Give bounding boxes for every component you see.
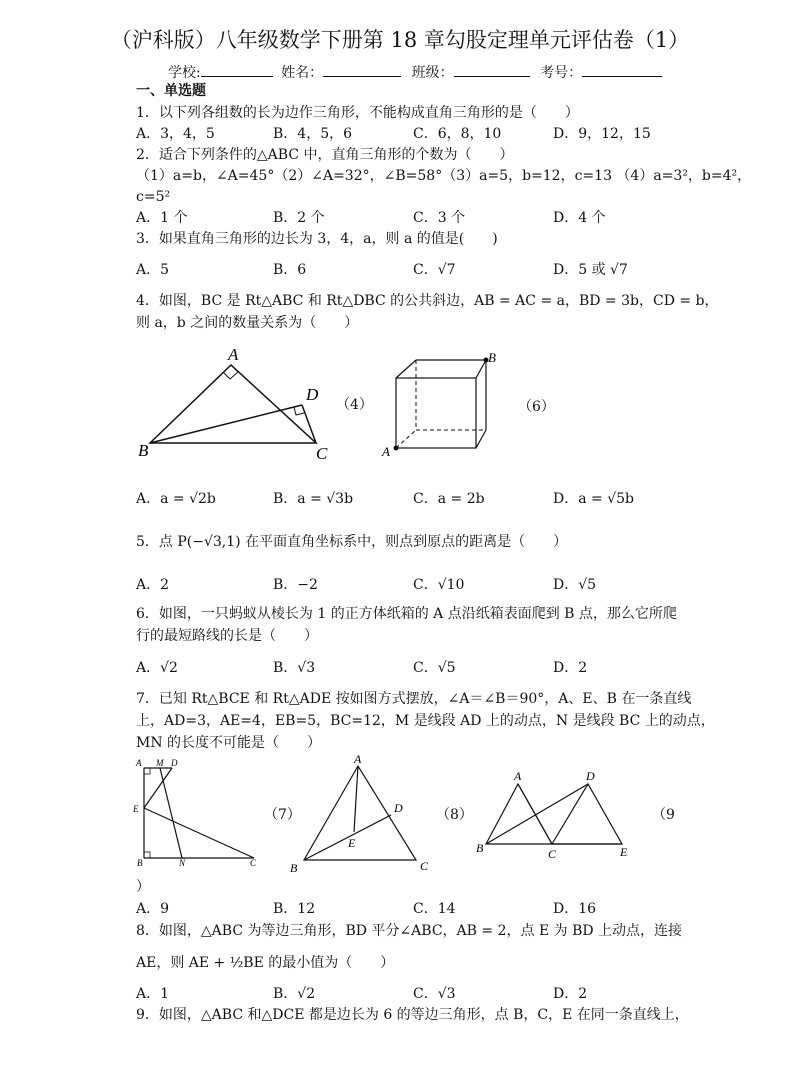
fig8-point-d: D <box>394 801 403 815</box>
q1-option-d[interactable]: D．9，12，15 <box>553 126 651 142</box>
q7-option-b[interactable]: B．12 <box>273 901 316 917</box>
q7-stem: 7．已知 Rt△BCE 和 Rt△ADE 按如图方式摆放，∠A＝∠B＝90°，A、E、B 在一条直线 <box>136 691 692 707</box>
fig7-point-n: N <box>179 858 186 868</box>
q7-option-c[interactable]: C．14 <box>413 901 456 917</box>
fig7-point-e: E <box>133 804 139 814</box>
class-label: 班级： <box>411 65 454 81</box>
q2-stem: 2．适合下列条件的△ABC 中，直角三角形的个数为（ ） <box>136 147 514 163</box>
q6-stem-cont: 行的最短路线的长是（ ） <box>136 628 318 644</box>
q6-option-b[interactable]: B．√3 <box>273 660 316 676</box>
name-blank[interactable] <box>323 62 401 77</box>
q4-option-b[interactable]: B．a = √3b <box>273 491 354 507</box>
q5-option-b[interactable]: B．−2 <box>273 577 318 593</box>
q9-stem: 9．如图，△ABC 和△DCE 都是边长为 6 的等边三角形，点 B，C，E 在同一条直线上， <box>136 1007 689 1023</box>
q3-option-c[interactable]: C．√7 <box>413 262 456 278</box>
q1-option-a[interactable]: A．3，4，5 <box>136 126 215 142</box>
q1-option-c[interactable]: C．6，8，10 <box>413 126 502 142</box>
q8-option-b[interactable]: B．√2 <box>273 986 316 1002</box>
q8-option-c[interactable]: C．√3 <box>413 986 456 1002</box>
fig7-point-b: B <box>137 858 143 868</box>
q6-stem: 6．如图，一只蚂蚁从棱长为 1 的正方体纸箱的 A 点沿纸箱表面爬到 B 点，那么它所爬 <box>136 606 677 622</box>
q8-stem: 8．如图，△ABC 为等边三角形，BD 平分∠ABC，AB = 2，点 E 为 BD 上动点，连接 <box>136 923 683 939</box>
q2-option-b[interactable]: B．2 个 <box>273 210 325 226</box>
school-blank[interactable] <box>201 62 273 77</box>
q8-option-a[interactable]: A．1 <box>136 986 170 1002</box>
q4-stem: 4．如图，BC 是 Rt△ABC 和 Rt△DBC 的公共斜边，AB = AC = a，BD = 3b，CD = b， <box>136 293 719 309</box>
figure-9-caption-close: ） <box>136 879 150 895</box>
class-blank[interactable] <box>454 62 530 77</box>
q1-option-b[interactable]: B．4，5，6 <box>273 126 353 142</box>
figure-4-triangles <box>136 342 336 466</box>
q4-option-c[interactable]: C．a = 2b <box>413 491 485 507</box>
q8-stem-cont: AE，则 AE + ½BE 的最小值为（ ） <box>136 955 395 971</box>
fig9-point-d: D <box>586 769 595 783</box>
figure-8 <box>284 750 434 876</box>
fig9-point-a: A <box>514 769 522 783</box>
q6-option-c[interactable]: C．√5 <box>413 660 456 676</box>
figure-6-cube <box>378 350 498 460</box>
q7-option-d[interactable]: D．16 <box>553 901 597 917</box>
section-heading: 一、单选题 <box>136 83 206 99</box>
fig8-point-e: E <box>348 836 356 850</box>
q5-option-d[interactable]: D．√5 <box>553 577 597 593</box>
q2-conditions: （1）a=b，∠A=45°（2）∠A=32°，∠B=58°（3）a=5，b=12，c=13 （4）a=3²，b=4²， <box>136 168 752 184</box>
fig7-point-d: D <box>171 758 178 768</box>
figure-6-caption: （6） <box>518 399 555 415</box>
fig9-point-b: B <box>476 841 484 855</box>
number-label: 考号： <box>540 65 583 81</box>
fig7-point-m: M <box>156 758 164 768</box>
q5-option-a[interactable]: A．2 <box>136 577 170 593</box>
q5-stem: 5．点 P(−√3,1) 在平面直角坐标系中，则点到原点的距离是（ ） <box>136 534 568 550</box>
figure-7 <box>132 758 262 870</box>
q2-conditions-cont: c=5² <box>136 189 171 205</box>
cube-point-a-label: A <box>382 444 390 459</box>
q2-option-d[interactable]: D．4 个 <box>553 210 606 226</box>
fig9-point-e: E <box>620 845 628 859</box>
fig7-point-c: C <box>250 858 257 868</box>
figure-8-caption: （8） <box>436 807 473 823</box>
q4-option-d[interactable]: D．a = √5b <box>553 491 634 507</box>
q3-option-d[interactable]: D．5 或 √7 <box>553 262 628 278</box>
q3-option-a[interactable]: A．5 <box>136 262 170 278</box>
figure-7-caption: （7） <box>264 807 301 823</box>
q2-option-a[interactable]: A．1 个 <box>136 210 188 226</box>
figure-4-caption: （4） <box>336 397 373 413</box>
q7-stem-cont: 上，AD=3，AE=4，EB=5，BC=12，M 是线段 AD 上的动点，N 是线段 BC 上的动点， <box>136 713 715 729</box>
q3-stem: 3．如果直角三角形的边长为 3，4，a，则 a 的值是( ) <box>136 231 498 247</box>
q4-stem-cont: 则 a，b 之间的数量关系为（ ） <box>136 315 359 331</box>
fig7-point-a: A <box>136 758 142 768</box>
fig9-point-c: C <box>548 847 557 861</box>
number-blank[interactable] <box>582 62 662 77</box>
cube-point-b-label: B <box>488 350 496 365</box>
fig8-point-b: B <box>290 861 298 875</box>
point-a-label: A <box>228 345 239 364</box>
q2-option-c[interactable]: C．3 个 <box>413 210 466 226</box>
q3-option-b[interactable]: B．6 <box>273 262 307 278</box>
figure-9 <box>470 766 645 862</box>
q7-stem-cont2: MN 的长度不可能是（ ） <box>136 735 322 751</box>
q6-option-d[interactable]: D．2 <box>553 660 588 676</box>
school-label: 学校: <box>168 65 201 81</box>
page-title: （沪科版）八年级数学下册第 18 章勾股定理单元评估卷（1） <box>110 28 690 52</box>
q4-option-a[interactable]: A．a = √2b <box>136 491 216 507</box>
figure-9-caption: （9 <box>652 807 675 823</box>
fig8-point-a: A <box>354 752 362 766</box>
point-c-label: C <box>316 444 328 463</box>
info-row <box>168 62 662 82</box>
q1-stem: 1．以下列各组数的长为边作三角形，不能构成直角三角形的是（ ） <box>136 105 579 121</box>
q8-option-d[interactable]: D．2 <box>553 986 588 1002</box>
q6-option-a[interactable]: A．√2 <box>136 660 178 676</box>
fig8-point-c: C <box>420 859 429 873</box>
point-b-label: B <box>138 441 149 460</box>
point-d-label: D <box>306 385 319 404</box>
name-label: 姓名： <box>281 65 324 81</box>
q7-option-a[interactable]: A．9 <box>136 901 170 917</box>
q5-option-c[interactable]: C．√10 <box>413 577 465 593</box>
